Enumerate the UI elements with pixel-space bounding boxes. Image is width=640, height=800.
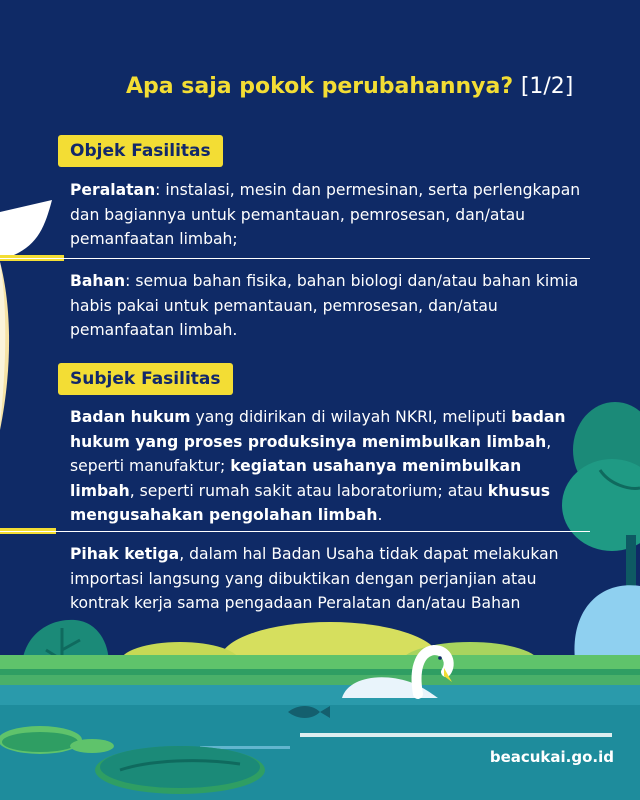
text-segment: , seperti rumah sakit atau laboratorium; atau [129,481,488,500]
website-footer: beacukai.go.id [489,748,614,766]
bold-pengolahan-limbah: khusus mengusahakan pengolahan limbah [70,481,551,524]
term-peralatan: Peralatan [70,181,156,199]
text-bahan: : semua bahan fisika, bahan biologi dan/atau bahan kimia habis pakai untuk pemantauan, pemrosesan, dan/atau pemanfaatan limbah. [70,272,579,339]
bold-kegiatan-usaha: kegiatan usahanya menimbulkan limbah [70,457,522,500]
text-pihak-ketiga: , dalam hal Badan Usaha tidak dapat melakukan importasi langsung yang dibuktikan dengan perjanjian atau kontrak kerja sama pengadaan Peralatan dan/atau Bahan [70,545,559,612]
section-label-subjek: Subjek Fasilitas [58,363,233,395]
paragraph-bahan [70,269,590,343]
paragraph-pihak-ketiga [70,542,590,616]
term-bahan: Bahan [70,272,126,290]
page-counter: [1/2] [520,74,574,99]
section-label-objek: Objek Fasilitas [58,135,223,167]
term-pihak-ketiga: Pihak ketiga [70,545,180,563]
divider-2 [0,531,590,532]
bold-badan-hukum: Badan hukum [70,408,191,426]
page-title [126,74,573,99]
grass-strip [0,655,640,669]
title-text: Apa saja pokok perubahannya? [126,74,514,99]
paragraph-badan-hukum [70,405,590,528]
text-segment: , seperti manufaktur; [70,432,552,475]
paragraph-peralatan [70,178,590,252]
bold-proses-produksi: badan hukum yang proses produksinya menimbulkan limbah [70,408,566,451]
text-peralatan: : instalasi, mesin dan permesinan, serta perlengkapan dan bagiannya untuk pemantauan, pemrosesan, dan/atau pemanfaatan limbah; [70,181,581,248]
divider-1 [0,258,590,259]
text-segment: . [377,506,383,524]
text-segment: yang didirikan di wilayah NKRI, meliputi [190,408,512,426]
